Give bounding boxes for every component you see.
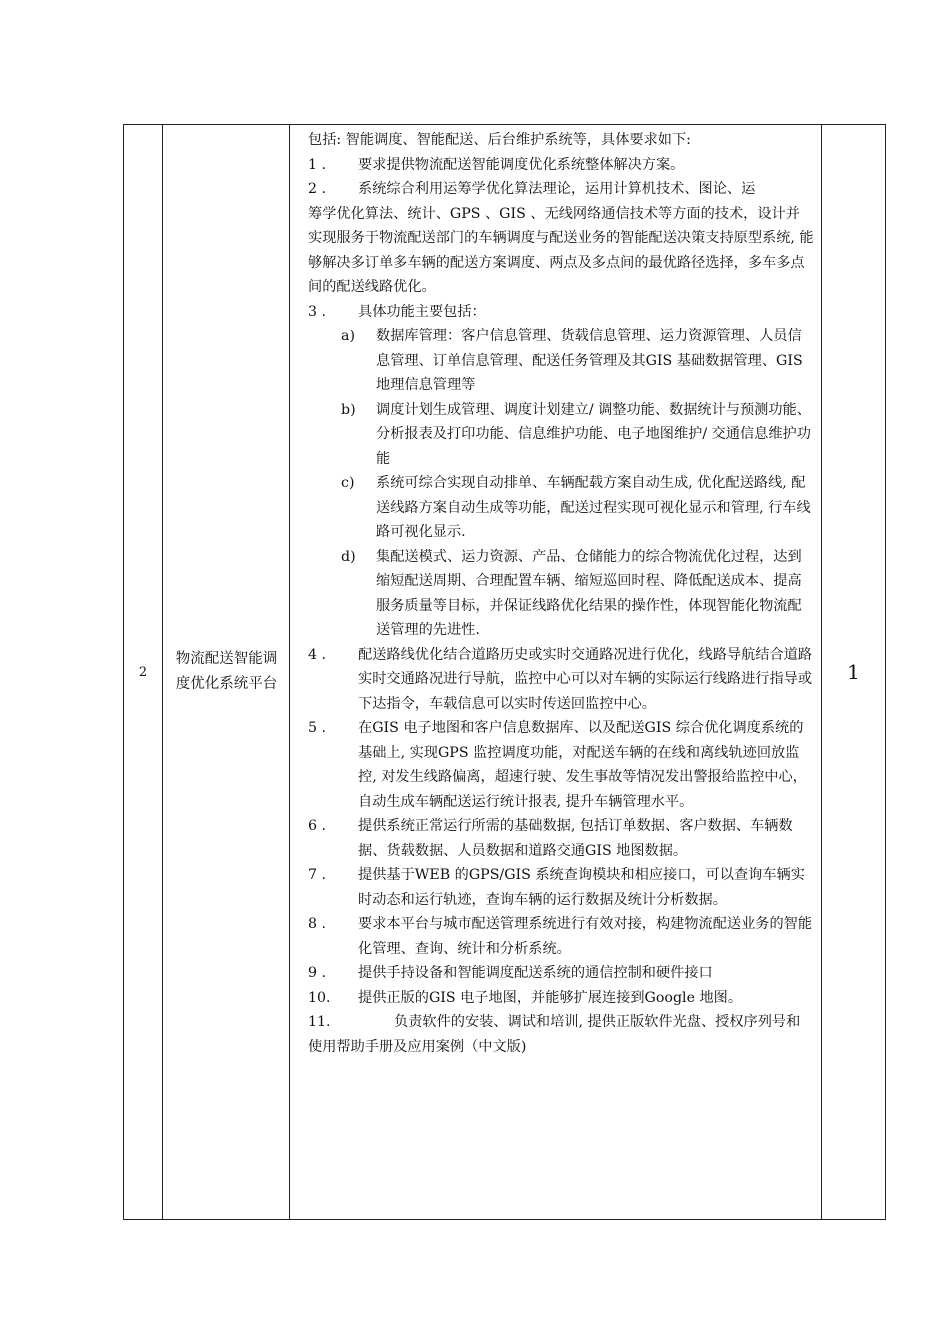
list-text: 具体功能主要包括： bbox=[358, 303, 486, 320]
list-number: 6 . bbox=[308, 818, 327, 834]
list-number: 11. bbox=[308, 1014, 331, 1030]
list-text: 提供基于WEB 的GPS/GIS 系统查询模块和相应接口，可以查询车辆实时动态和运行轨迹，查询车辆的运行数据及统计分析数据。 bbox=[358, 867, 805, 908]
list-text: 在GIS 电子地图和客户信息数据库、以及配送GIS 综合优化调度系统的基础上, 实现GPS 监控调度功能，对配送车辆的在线和离线轨迹回放监控, 对发生线路偏离，超速行驶、发生事故等情况发出警报给监控中心，自动生成车辆配送运行统计报表, 提升车辆管理水平。 bbox=[358, 720, 807, 810]
list-item bbox=[308, 153, 814, 178]
list-number: 10. bbox=[308, 989, 331, 1006]
list-number: 9 . bbox=[308, 965, 327, 981]
list-item-last bbox=[308, 1010, 814, 1059]
list-number: 5 . bbox=[308, 720, 327, 736]
quantity: 1 bbox=[847, 660, 860, 684]
list-item bbox=[308, 716, 814, 814]
sub-list-item bbox=[308, 324, 814, 398]
intro-text: 包括: 智能调度、智能配送、后台维护系统等，具体要求如下: bbox=[308, 132, 691, 148]
list-text: 提供系统正常运行所需的基础数据, 包括订单数据、客户数据、车辆数据、货载数据、人员数据和道路交通GIS 地图数据。 bbox=[358, 818, 793, 859]
list-number: 7 . bbox=[308, 867, 327, 883]
list-item bbox=[308, 863, 814, 912]
sub-list-marker: b) bbox=[341, 401, 356, 418]
list-text: 提供正版的GIS 电子地图，并能够扩展连接到Google 地图。 bbox=[358, 989, 743, 1006]
item-name: 物流配送智能调度优化系统平台 bbox=[175, 651, 278, 692]
list-number: 1 . bbox=[308, 156, 327, 173]
list-number: 8 . bbox=[308, 916, 327, 932]
quantity-cell bbox=[822, 125, 885, 1219]
list-item bbox=[308, 177, 814, 202]
list-number: 2 . bbox=[308, 181, 327, 197]
list-text: 负责软件的安装、调试和培训, 提供正版软件光盘、授权序列号和使用帮助手册及应用案例（中文版) bbox=[308, 1014, 801, 1055]
list-item bbox=[308, 961, 814, 986]
sub-list-text: 调度计划生成管理、调度计划建立/ 调整功能、数据统计与预测功能、分析报表及打印功能、信息维护功能、电子地图维护/ 交通信息维护功能 bbox=[376, 401, 811, 467]
list-number: 3 . bbox=[308, 303, 327, 320]
list-item bbox=[308, 986, 814, 1011]
list-text: 要求提供物流配送智能调度优化系统整体解决方案。 bbox=[358, 156, 685, 173]
sub-list-text: 系统可综合实现自动排单、车辆配载方案自动生成, 优化配送路线, 配送线路方案自动生成等功能，配送过程实现可视化显示和管理, 行车线路可视化显示. bbox=[376, 475, 811, 540]
row-number-cell bbox=[124, 125, 162, 1219]
list-item bbox=[308, 643, 814, 717]
sub-list-marker: a) bbox=[341, 328, 355, 344]
list-text: 配送路线优化结合道路历史或实时交通路况进行优化，线路导航结合道路实时交通路况进行导航，监控中心可以对车辆的实际运行线路进行指导或下达指令，车载信息可以实时传送回监控中心。 bbox=[358, 646, 813, 712]
list-text: 提供手持设备和智能调度配送系统的通信控制和硬件接口 bbox=[358, 965, 713, 981]
list-text: 系统综合利用运筹学优化算法理论，运用计算机技术、图论、运 bbox=[358, 181, 756, 197]
sub-list-marker: c) bbox=[341, 475, 355, 491]
sub-list-marker: d) bbox=[341, 548, 356, 565]
list-text: 要求本平台与城市配送管理系统进行有效对接，构建物流配送业务的智能化管理、查询、统计和分析系统。 bbox=[358, 916, 813, 957]
sub-list-item bbox=[308, 471, 814, 545]
requirements-content bbox=[308, 128, 814, 1059]
list-item bbox=[308, 912, 814, 961]
sub-list-item bbox=[308, 398, 814, 472]
list-text-continued: 筹学优化算法、统计、GPS 、GIS 、无线网络通信技术等方面的技术，设计并实现服务于物流配送部门的车辆调度与配送业务的智能配送决策支持原型系统, 能够解决多订单多车辆的配送方案调度、两点及多点间的最优路径选择，多车多点间的配送线路优化。 bbox=[308, 205, 814, 295]
list-item bbox=[308, 814, 814, 863]
sub-list-item bbox=[308, 545, 814, 643]
sub-list-text: 数据库管理：客户信息管理、货载信息管理、运力资源管理、人员信息管理、订单信息管理、配送任务管理及其GIS 基础数据管理、GIS 地理信息管理等 bbox=[376, 328, 803, 393]
list-item bbox=[308, 300, 814, 325]
row-number: 2 bbox=[138, 664, 148, 680]
item-name-cell bbox=[163, 125, 290, 1219]
list-number: 4 . bbox=[308, 646, 327, 663]
sub-list-text: 集配送模式、运力资源、产品、仓储能力的综合物流优化过程，达到缩短配送周期、合理配置车辆、缩短巡回时程、降低配送成本、提高服务质量等目标，并保证线路优化结果的操作性，体现智能化物流配送管理的先进性. bbox=[376, 548, 802, 638]
